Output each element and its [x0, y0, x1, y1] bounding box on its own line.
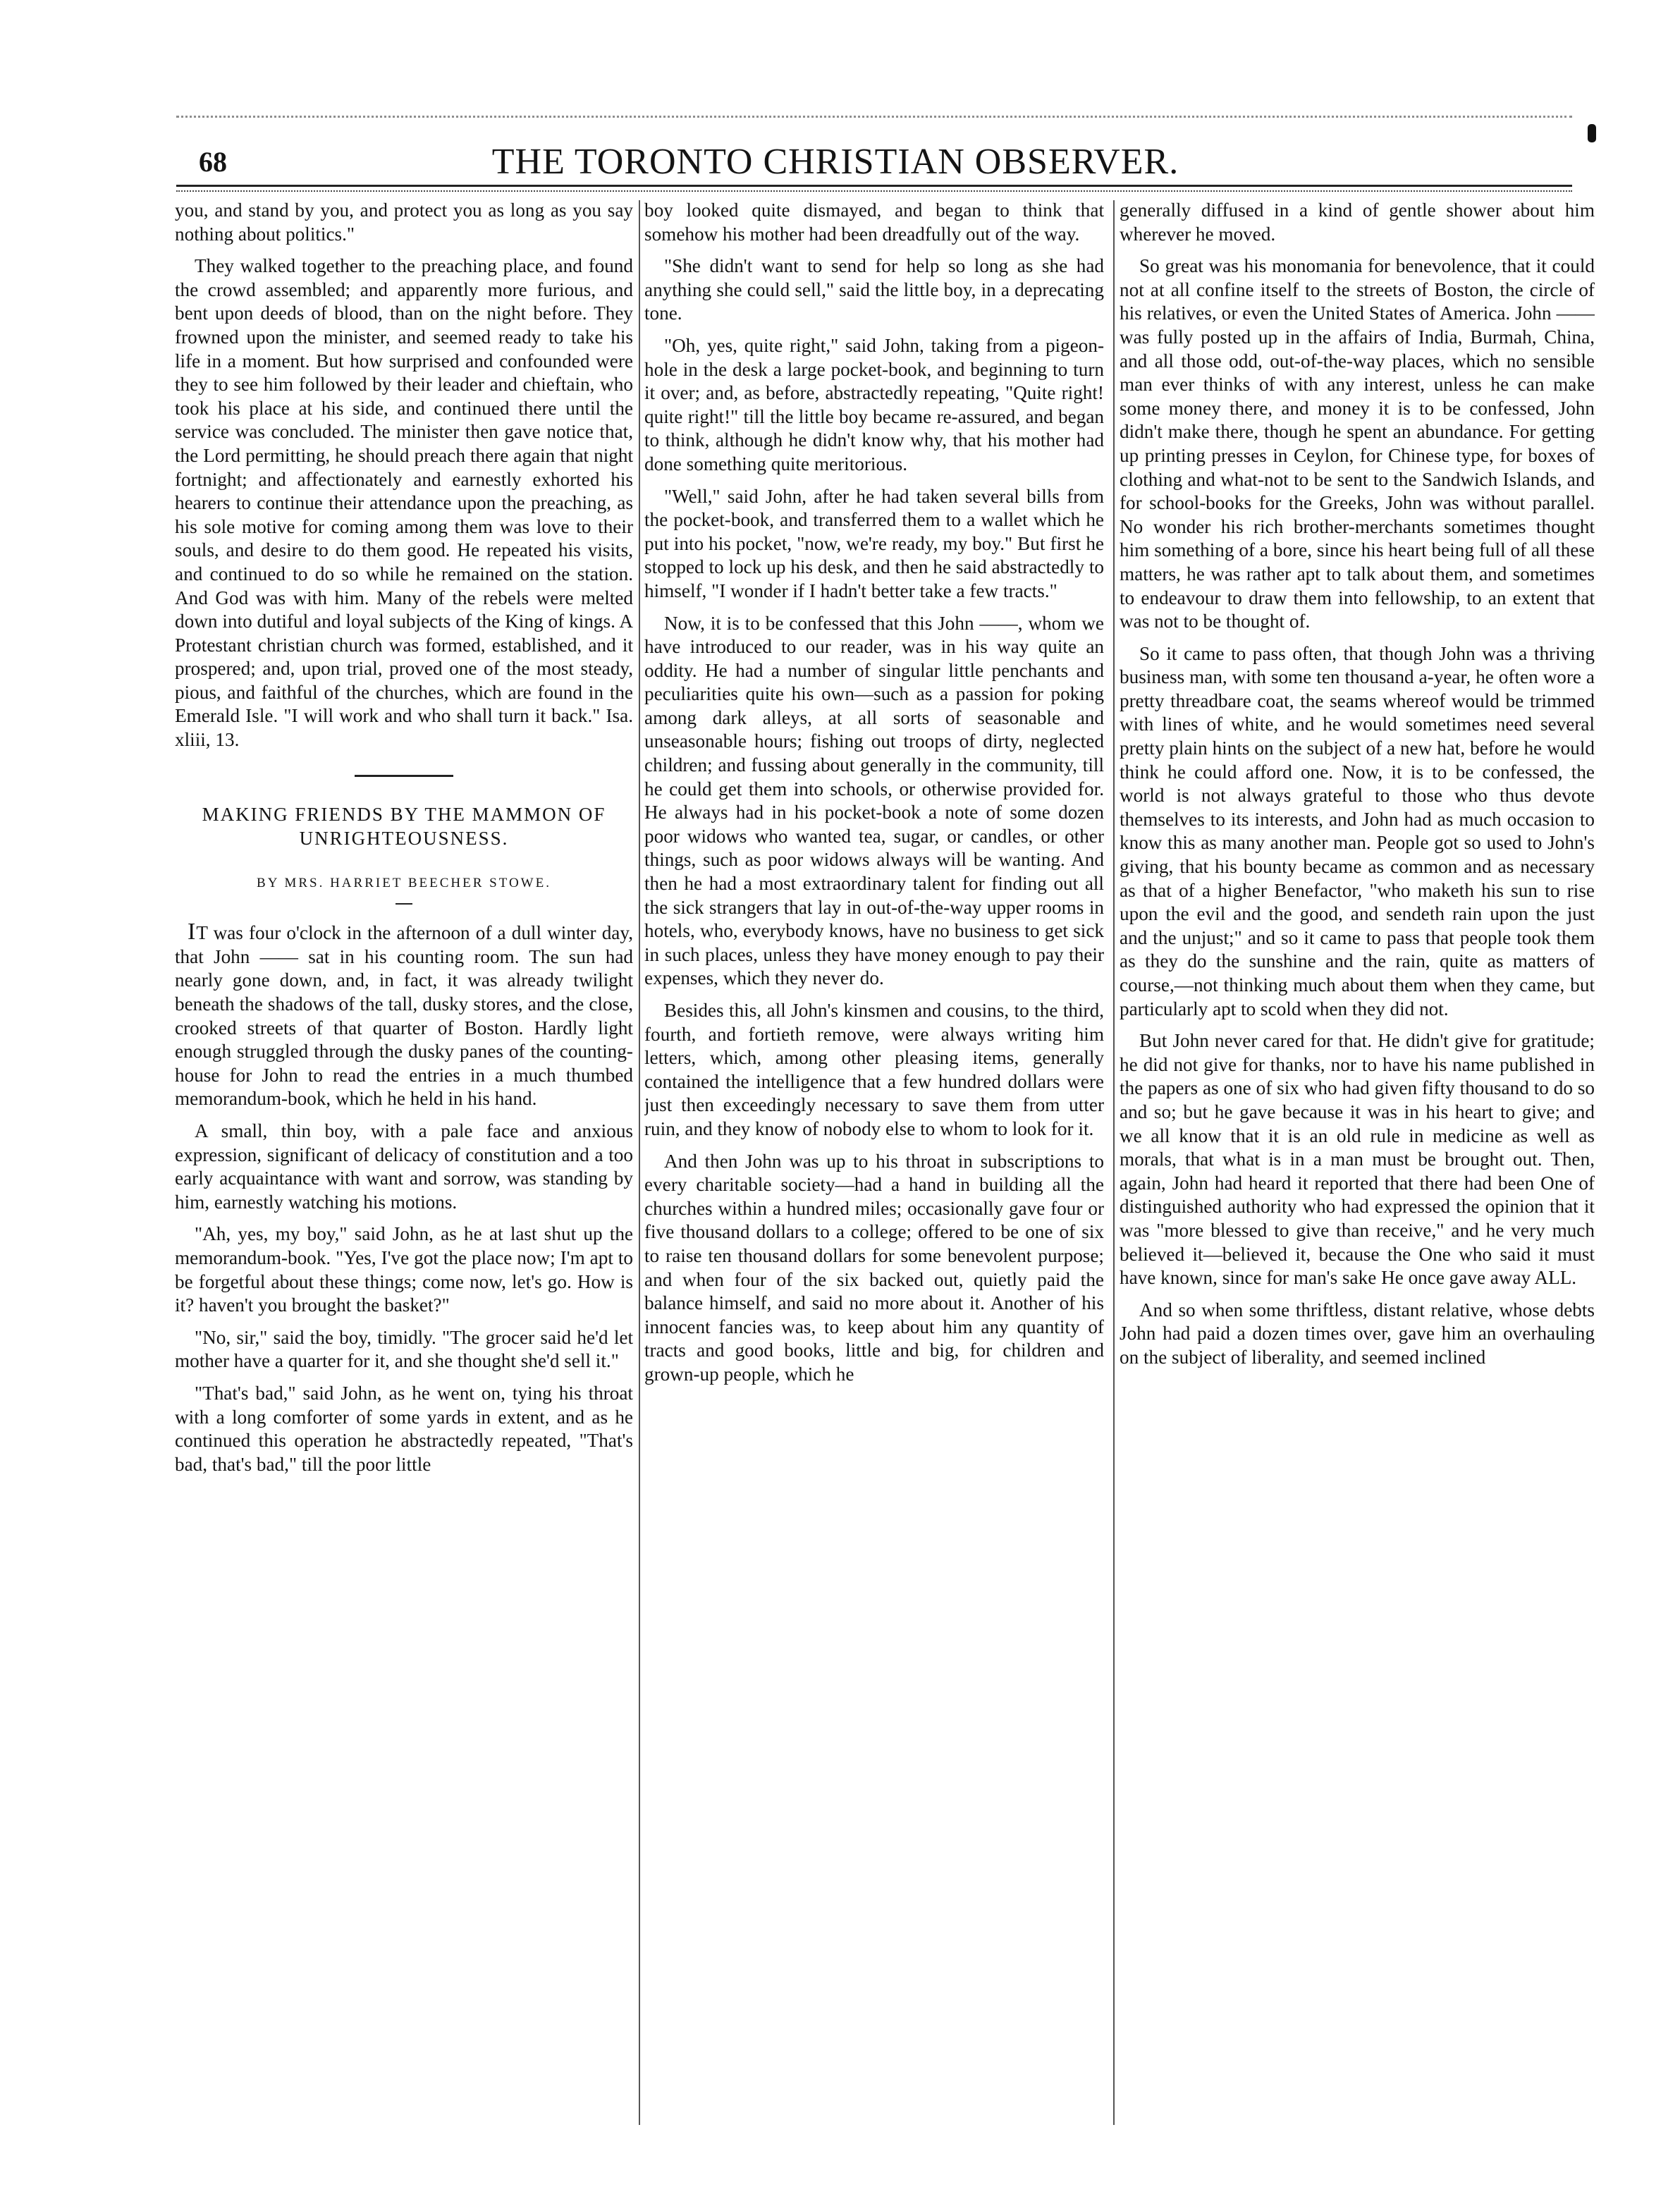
section-divider	[355, 775, 453, 777]
column-3	[1120, 199, 1595, 2131]
paragraph: "Ah, yes, my boy," said John, as he at last shut up the memorandum-book. "Yes, I've got the place now; I'm apt to be forgetful about these things; come now, let's go. How is it? haven't you brought the basket?"	[175, 1223, 633, 1316]
article-byline: BY MRS. HARRIET BEECHER STOWE.	[257, 875, 551, 890]
masthead-dotted-rule	[176, 190, 1572, 192]
paragraph: And then John was up to his throat in subscriptions to every charitable society—had a hand in building all the churches within a hundred miles; occasionally gave four or five thousand dollars to a college; offered to be one of six to raise ten thousand dollars for some benevolent purpose; and when four of the six backed out, quietly paid the balance himself, and said no more about it. Another of his innocent fancies was, to keep about him any quantity of tracts and good books, little and big, for children and grown-up people, which he	[644, 1150, 1104, 1385]
paragraph: And so when some thriftless, distant relative, whose debts John had paid a dozen times over, gave him an overhauling on the subject of liberality, and seemed inclined	[1120, 1299, 1595, 1368]
paragraph: But John never cared for that. He didn't give for gratitude; he did not give for thanks, nor to have his name published in the papers as one of six who had given fifty thousand to do so and so; but he gave because it was in his heart to give; and we all know that it is an old rule in medicine as well as morals, that what is in a man must be brought out. Then, again, John had heard it reported that there had been One of distinguished authority who had expressed the opinion that it was "more blessed to give than receive," and he very much believed it—believed it, because the One who said it must have known, since for man's sake He once gave away ALL.	[1120, 1030, 1595, 1289]
article-title: MAKING FRIENDS BY THE MAMMON OF UNRIGHTEOUSNESS.	[202, 803, 606, 849]
paragraph: "No, sir," said the boy, timidly. "The grocer said he'd let mother have a quarter for it, and she thought she'd sell it."	[175, 1326, 633, 1372]
paragraph: "Well," said John, after he had taken several bills from the pocket-book, and transferred them to a wallet which he put into his pocket, "now, we're ready, my boy." But first he stopped to lock up his desk, and then he said abstractedly to himself, "I wonder if I hadn't better take a few tracts."	[644, 485, 1104, 601]
paragraph: So great was his monomania for benevolence, that it could not at all confine itself to the streets of Boston, the circle of his relatives, or even the United States of America. John —— was fully posted up in the affairs of India, Burmah, China, and all those odd, out-of-the-way places, which no sensible man ever thinks of with any interest, unless he can make some money there, and money it is to be confessed, John didn't make there, though he spent an abundance. For getting up printing presses in Ceylon, for Chinese type, for boxes of clothing and what-not to be sent to the Sandwich Islands, and for school-books for the Greeks, John was without parallel. No wonder his rich brother-merchants sometimes thought him something of a bore, since his heart being full of all these matters, he was rather apt to talk about them, and sometimes to endeavour to draw them into fellowship, to an extent that was not to be thought of.	[1120, 255, 1595, 632]
paragraph: boy looked quite dismayed, and began to think that somehow his mother had been dreadfully out of the way.	[644, 200, 1104, 245]
paragraph: generally diffused in a kind of gentle shower about him wherever he moved.	[1120, 200, 1595, 245]
paragraph: IT was four o'clock in the afternoon of a dull winter day, that John —— sat in his counting room. The sun had nearly gone down, and, in fact, it was already twilight beneath the shadows of the tall, dusky stores, and the close, crooked streets of that quarter of Boston. Hardly light enough struggled through the dusky panes of the counting-house for John to read the entries in a much thumbed memorandum-book, which he held in his hand.	[175, 919, 633, 1110]
byline-rule	[396, 903, 412, 905]
column-2	[644, 199, 1104, 2131]
paragraph: So it came to pass often, that though John was a thriving business man, with some ten thousand a-year, he often wore a pretty threadbare coat, the seams whereof would be trimmed with lines of white, and he would sometimes need several pretty plain hints on the subject of a new hat, before he would think he could afford one. Now, it is to be confessed, the world is not always grateful to those who thus devote themselves to its interests, and John had as much occasion to know this as many another man. People got so used to John's giving, that his bounty became as common and as necessary as that of a higher Benefactor, "who maketh his sun to rise upon the evil and the good, and sendeth rain upon the just and the unjust;" and so it came to pass that people took them as they do the sunshine and the rain, quite as matters of course,—not thinking much about them when they came, but particularly apt to scold when they did not.	[1120, 642, 1595, 1019]
masthead-rule	[176, 185, 1572, 187]
paragraph: They walked together to the preaching place, and found the crowd assembled; and apparently more furious, and bent upon deeds of blood, than on the night before. They frowned upon the minister, and seemed ready to take his life in a moment. But how surprised and confounded were they to see him followed by their leader and chieftain, who took his place at his side, and continued there until the service was concluded. The minister then gave notice that, the Lord permitting, he should preach there again that night fortnight; and affectionately and earnestly exhorted his hearers to continue their attendance upon the preaching, as his sole motive for coming among them was love to their souls, and desire to do them good. He repeated his visits, and continued to do so while he remained on the station. And God was with him. Many of the rebels were melted down into dutiful and loyal subjects of the King of kings. A Protestant christian church was formed, established, and it prospered; and, upon trial, proved one of the most steady, pious, and faithful of the churches, which are found in the Emerald Isle. "I will work and who shall turn it back." Isa. xliii, 13.	[175, 255, 633, 751]
paragraph: "She didn't want to send for help so long as she had anything she could sell," said the little boy, in a deprecating tone.	[644, 255, 1104, 324]
page-edge-mark	[1588, 124, 1596, 142]
paragraph: "That's bad," said John, as he went on, tying his throat with a long comforter of some yards in extent, and as he continued this operation he abstractedly repeated, "That's bad, that's bad," till the poor little	[175, 1382, 633, 1475]
column-divider	[639, 200, 640, 2125]
paragraph: Besides this, all John's kinsmen and cousins, to the third, fourth, and fortieth remove, were always writing him letters, which, among other pleasing items, generally contained the intelligence that a few hundred dollars were just then exceedingly necessary to save them from utter ruin, and they know of nobody else to whom to look for it.	[644, 1000, 1104, 1139]
top-dotted-rule	[176, 116, 1572, 123]
page-number: 68	[199, 146, 227, 178]
paragraph: you, and stand by you, and protect you as long as you say nothing about politics."	[175, 200, 633, 245]
paragraph: A small, thin boy, with a pale face and anxious expression, significant of delicacy of constitution and a too early acquaintance with want and sorrow, was standing by him, earnestly watching his motions.	[175, 1120, 633, 1213]
paragraph: Now, it is to be confessed that this John ——, whom we have introduced to our reader, was in his way quite an oddity. He had a number of singular little penchants and peculiarities quite his own—such as a passion for poking among dark alleys, at all sorts of seasonable and unseasonable hours; fishing out troops of dirty, neglected children; and fussing about generally in the community, till he could get them into schools, or otherwise provided for. He always had in his pocket-book a note of some dozen poor widows who wanted tea, sugar, or candles, or other things, such as poor widows always will be wanting. And then he had a most extraordinary talent for finding out all the sick strangers that lay in out-of-the-way upper rooms in hotels, who, everybody knows, have no business to get sick in such places, unless they have money enough to pay their expenses, which they never do.	[644, 612, 1104, 989]
column-1	[175, 199, 633, 2131]
paragraph: "Oh, yes, quite right," said John, taking from a pigeon-hole in the desk a large pocket-book, and beginning to turn it over; and, as before, abstractedly repeating, "Quite right! quite right!" till the little boy became re-assured, and began to think, although he didn't know why, that his mother had done something quite meritorious.	[644, 334, 1104, 474]
column-divider	[1113, 200, 1115, 2125]
masthead-title: THE TORONTO CHRISTIAN OBSERVER.	[491, 142, 1179, 182]
